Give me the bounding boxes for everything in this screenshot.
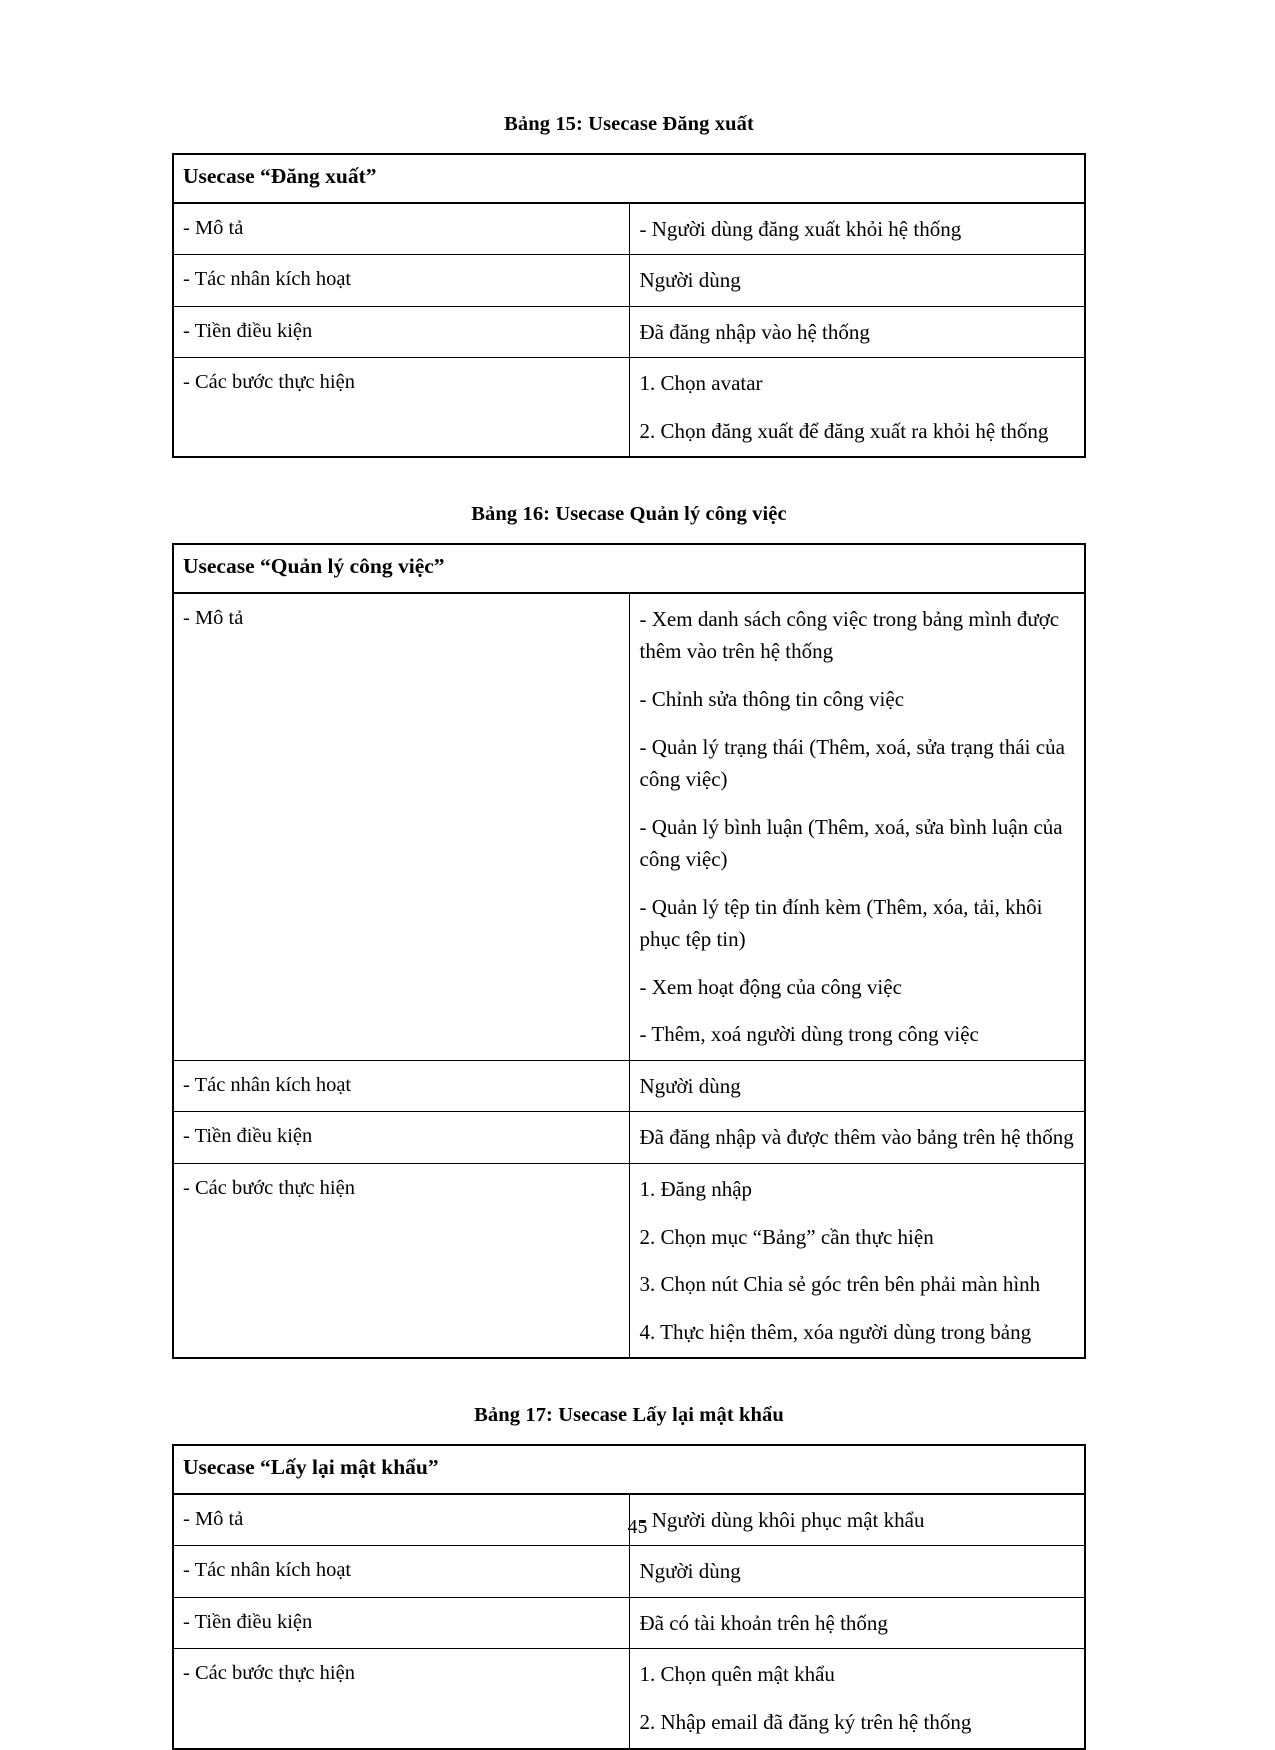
- row-label-precondition: - Tiền điều kiện: [173, 1112, 629, 1164]
- row-value-description: [629, 593, 1085, 1061]
- value-line: - Thêm, xoá người dùng trong công việc: [639, 1022, 979, 1047]
- value-line: 1. Chọn quên mật khẩu: [639, 1662, 835, 1687]
- value-line: - Quản lý tệp tin đính kèm (Thêm, xóa, tải, khôi phục tệp tin): [639, 894, 1043, 952]
- table-caption-16: Bảng 16: Usecase Quản lý công việc: [471, 503, 787, 526]
- usecase-table-16: [172, 543, 1086, 1359]
- row-label-steps: - Các bước thực hiện: [173, 358, 629, 458]
- row-label-actor: - Tác nhân kích hoạt: [173, 255, 629, 307]
- value-line: - Quản lý trạng thái (Thêm, xoá, sửa trạng thái của công việc): [639, 734, 1065, 792]
- row-label-description: - Mô tả: [173, 203, 629, 255]
- row-label-description: - Mô tả: [173, 593, 629, 1061]
- usecase-table-17: [172, 1444, 1086, 1750]
- value-line: - Người dùng đăng xuất khỏi hệ thống: [639, 216, 962, 241]
- top-margin-spacer: [172, 0, 1086, 112]
- table-row: [173, 1060, 1085, 1112]
- table-row: [173, 306, 1085, 358]
- row-value-precondition: [629, 306, 1085, 358]
- caption-table-spacer-17: [172, 1428, 1086, 1444]
- row-value-actor: [629, 255, 1085, 307]
- value-line: - Xem danh sách công việc trong bảng mình được thêm vào trên hệ thống: [639, 606, 1060, 664]
- value-line: Đã đăng nhập vào hệ thống: [639, 319, 870, 344]
- row-value-description: [629, 203, 1085, 255]
- row-label-steps: - Các bước thực hiện: [173, 1649, 629, 1749]
- value-line: 2. Chọn mục “Bảng” cần thực hiện: [639, 1224, 934, 1249]
- value-line: Người dùng: [639, 1073, 741, 1098]
- row-value-steps: [629, 358, 1085, 458]
- row-value-actor: [629, 1060, 1085, 1112]
- value-line: Đã đăng nhập và được thêm vào bảng trên hệ thống: [639, 1125, 1074, 1150]
- value-line: Người dùng: [639, 1559, 741, 1584]
- row-value-precondition: [629, 1597, 1085, 1649]
- table-row: [173, 203, 1085, 255]
- table-row: [173, 255, 1085, 307]
- usecase-table-15: [172, 153, 1086, 459]
- value-line: - Người dùng khôi phục mật khẩu: [639, 1507, 925, 1532]
- row-label-description: - Mô tả: [173, 1494, 629, 1546]
- usecase-title-cell: Usecase “Quản lý công việc”: [173, 544, 1085, 593]
- value-line: - Chỉnh sửa thông tin công việc: [639, 687, 905, 712]
- table-row: [173, 358, 1085, 458]
- table-row: [173, 1649, 1085, 1749]
- page-number: 45: [627, 1516, 648, 1538]
- usecase-title-cell: Usecase “Lấy lại mật khẩu”: [173, 1445, 1085, 1494]
- row-value-steps: [629, 1164, 1085, 1359]
- row-label-actor: - Tác nhân kích hoạt: [173, 1060, 629, 1112]
- table-header-row: [173, 1445, 1085, 1494]
- value-line: 1. Đăng nhập: [639, 1177, 753, 1202]
- table-caption-spacer-16: [172, 458, 1086, 502]
- table-row: [173, 1546, 1085, 1598]
- row-label-precondition: - Tiền điều kiện: [173, 306, 629, 358]
- table-header-row: [173, 154, 1085, 203]
- page-content: [172, 0, 1086, 1750]
- value-line: Đã có tài khoản trên hệ thống: [639, 1610, 888, 1635]
- row-value-steps: [629, 1649, 1085, 1749]
- row-value-actor: [629, 1546, 1085, 1598]
- caption-table-spacer-15: [172, 137, 1086, 153]
- table-caption-17: Bảng 17: Usecase Lấy lại mật khẩu: [474, 1404, 784, 1427]
- table-row: [173, 593, 1085, 1061]
- row-label-actor: - Tác nhân kích hoạt: [173, 1546, 629, 1598]
- caption-table-spacer-16: [172, 527, 1086, 543]
- value-line: 2. Nhập email đã đăng ký trên hệ thống: [639, 1710, 972, 1734]
- usecase-title-cell: Usecase “Đăng xuất”: [173, 154, 1085, 203]
- row-label-steps: - Các bước thực hiện: [173, 1164, 629, 1359]
- table-row: [173, 1112, 1085, 1164]
- value-line: Người dùng: [639, 268, 741, 293]
- table-caption-15: Bảng 15: Usecase Đăng xuất: [504, 113, 754, 135]
- value-line: 4. Thực hiện thêm, xóa người dùng trong bảng: [639, 1319, 1032, 1344]
- table-row: [173, 1597, 1085, 1649]
- value-line: 2. Chọn đăng xuất để đăng xuất ra khỏi hệ thống: [639, 418, 1049, 443]
- value-line: 1. Chọn avatar: [639, 371, 763, 396]
- value-line: - Xem hoạt động của công việc: [639, 974, 902, 999]
- table-caption-spacer-17: [172, 1359, 1086, 1403]
- value-line: 3. Chọn nút Chia sẻ góc trên bên phải màn hình: [639, 1272, 1041, 1297]
- table-row: [173, 1164, 1085, 1359]
- value-line: - Quản lý bình luận (Thêm, xoá, sửa bình luận của công việc): [639, 814, 1063, 872]
- row-value-precondition: [629, 1112, 1085, 1164]
- row-label-precondition: - Tiền điều kiện: [173, 1597, 629, 1649]
- table-header-row: [173, 544, 1085, 593]
